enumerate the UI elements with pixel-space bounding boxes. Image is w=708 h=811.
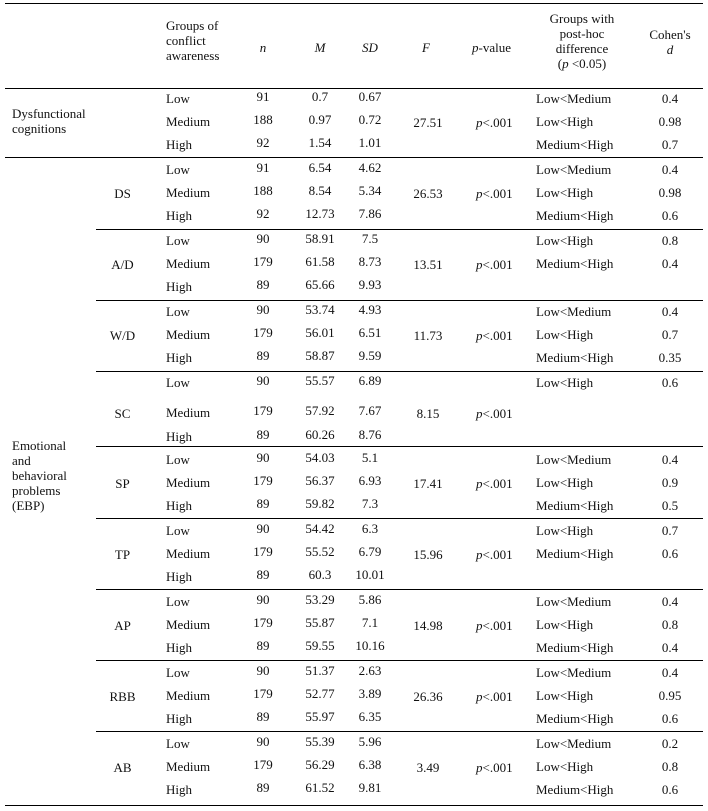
- posthoc-cell: Low<High: [536, 475, 594, 490]
- row-group-line: and: [12, 453, 31, 468]
- cohen-d-cell: 0.8: [661, 233, 679, 248]
- p-value-cell: [476, 257, 513, 272]
- group-cell: High: [166, 498, 192, 513]
- header-f: F: [422, 40, 430, 55]
- row-group-ebp: [12, 438, 67, 513]
- n-cell: 91: [256, 160, 270, 175]
- block-rule: [96, 660, 703, 661]
- group-cell: High: [166, 208, 192, 223]
- p-rest: <.001: [482, 257, 513, 272]
- posthoc-cell: Low<High: [536, 233, 594, 248]
- group-cell: Medium: [166, 688, 211, 703]
- n-cell: 89: [256, 348, 270, 363]
- subscale-label: W/D: [109, 328, 136, 343]
- n-cell: 179: [253, 615, 273, 630]
- n-cell: 188: [253, 112, 273, 127]
- n-cell: 179: [253, 325, 273, 340]
- row-group-line: problems: [12, 483, 61, 498]
- sd-cell: 9.93: [358, 277, 382, 292]
- cohen-d-cell: 0.7: [661, 137, 679, 152]
- mean-cell: 55.87: [305, 615, 335, 630]
- table-bottom-rule: [5, 805, 703, 806]
- n-cell: 89: [256, 277, 270, 292]
- mean-cell: 12.73: [305, 206, 335, 221]
- posthoc-cell: Low<Medium: [536, 452, 612, 467]
- row-group-line: (EBP): [12, 498, 45, 513]
- sd-cell: 5.96: [358, 734, 382, 749]
- sd-cell: 1.01: [358, 135, 382, 150]
- group-cell: Medium: [166, 546, 211, 561]
- cohen-d-cell: 0.4: [661, 640, 679, 655]
- group-cell: High: [166, 279, 192, 294]
- header-posthoc-p-rest: <0.05): [568, 56, 607, 71]
- posthoc-cell: Medium<High: [536, 640, 614, 655]
- header-posthoc-line: post-hoc: [559, 26, 605, 41]
- f-cell: 13.51: [413, 257, 443, 272]
- sd-cell: 10.01: [355, 567, 385, 582]
- group-cell: Low: [166, 375, 190, 390]
- row-group-line: behavioral: [12, 468, 67, 483]
- n-cell: 179: [253, 403, 273, 418]
- p-value-cell: [476, 689, 513, 704]
- sd-cell: 6.38: [358, 757, 382, 772]
- group-cell: Low: [166, 594, 190, 609]
- group-cell: High: [166, 782, 192, 797]
- n-cell: 90: [256, 302, 270, 317]
- subscale-label: AB: [113, 760, 132, 775]
- n-cell: 179: [253, 473, 273, 488]
- group-cell: Low: [166, 452, 190, 467]
- mean-cell: 54.42: [305, 521, 335, 536]
- subscale-label: A/D: [111, 257, 134, 272]
- group-cell: Medium: [166, 256, 211, 271]
- posthoc-cell: Medium<High: [536, 782, 614, 797]
- mean-cell: 54.03: [305, 450, 335, 465]
- posthoc-cell: Medium<High: [536, 546, 614, 561]
- sd-cell: 7.67: [358, 403, 382, 418]
- cohen-d-cell: 0.4: [661, 91, 679, 106]
- posthoc-cell: Low<Medium: [536, 91, 612, 106]
- group-cell: Medium: [166, 617, 211, 632]
- row-group-line: Emotional: [12, 438, 67, 453]
- header-groups-line: Groups of: [166, 18, 219, 33]
- cohen-d-cell: 0.5: [661, 498, 679, 513]
- p-value-cell: [476, 476, 513, 491]
- n-cell: 179: [253, 686, 273, 701]
- n-cell: 90: [256, 450, 270, 465]
- mean-cell: 53.74: [305, 302, 335, 317]
- n-cell: 90: [256, 663, 270, 678]
- p-rest: <.001: [482, 186, 513, 201]
- block-rule: [96, 446, 703, 447]
- f-cell: 26.36: [413, 689, 443, 704]
- n-cell: 90: [256, 231, 270, 246]
- group-cell: Medium: [166, 405, 211, 420]
- cohen-d-cell: 0.4: [661, 304, 679, 319]
- p-value-cell: [476, 760, 513, 775]
- subscale-label: SP: [115, 476, 130, 491]
- f-cell: 14.98: [413, 618, 443, 633]
- mean-cell: 59.55: [305, 638, 335, 653]
- mean-cell: 60.3: [308, 567, 332, 582]
- header-p-rest: -value: [478, 40, 511, 55]
- posthoc-cell: Medium<High: [536, 256, 614, 271]
- header-posthoc: [525, 11, 639, 71]
- mean-cell: 55.57: [305, 373, 335, 388]
- header-sd: SD: [362, 40, 378, 55]
- row-group-line: Dysfunctional: [12, 106, 86, 121]
- header-p-italic: p: [472, 40, 479, 55]
- group-cell: Medium: [166, 114, 211, 129]
- n-cell: 89: [256, 638, 270, 653]
- sd-cell: 9.81: [358, 780, 382, 795]
- group-cell: High: [166, 429, 192, 444]
- p-value-cell: [476, 406, 513, 421]
- sd-cell: 7.3: [361, 496, 379, 511]
- header-n: n: [259, 40, 267, 55]
- posthoc-cell: Low<High: [536, 327, 594, 342]
- header-cohen-d: d: [666, 42, 674, 57]
- posthoc-cell: Medium<High: [536, 350, 614, 365]
- group-cell: High: [166, 640, 192, 655]
- mean-cell: 55.97: [305, 709, 335, 724]
- header-posthoc-p-italic: p: [562, 56, 569, 71]
- header-groups: [166, 18, 219, 63]
- block-rule: [96, 300, 703, 301]
- mean-cell: 61.58: [305, 254, 335, 269]
- cohen-d-cell: 0.95: [658, 688, 682, 703]
- posthoc-cell: Low<High: [536, 688, 594, 703]
- p-value-cell: [476, 186, 513, 201]
- sd-cell: 9.59: [358, 348, 382, 363]
- block-rule: [96, 589, 703, 590]
- cohen-d-cell: 0.6: [661, 782, 679, 797]
- cohen-d-cell: 0.98: [658, 114, 682, 129]
- p-rest: <.001: [482, 760, 513, 775]
- mean-cell: 56.01: [305, 325, 335, 340]
- n-cell: 90: [256, 592, 270, 607]
- block-rule: [96, 371, 703, 372]
- posthoc-cell: Low<High: [536, 375, 594, 390]
- block-rule: [96, 731, 703, 732]
- posthoc-cell: Medium<High: [536, 498, 614, 513]
- header-cohen: [640, 27, 700, 57]
- p-rest: <.001: [482, 406, 513, 421]
- cohen-d-cell: 0.6: [661, 208, 679, 223]
- posthoc-cell: Low<High: [536, 185, 594, 200]
- posthoc-cell: Low<High: [536, 114, 594, 129]
- f-cell: 26.53: [413, 186, 443, 201]
- header-cohen-label: Cohen's: [649, 27, 691, 42]
- sd-cell: 6.51: [358, 325, 382, 340]
- p-italic: p: [476, 328, 483, 343]
- p-italic: p: [476, 760, 483, 775]
- group-cell: High: [166, 137, 192, 152]
- group-cell: Low: [166, 91, 190, 106]
- group-cell: Low: [166, 304, 190, 319]
- f-cell: 8.15: [416, 406, 440, 421]
- n-cell: 179: [253, 254, 273, 269]
- p-italic: p: [476, 115, 483, 130]
- sd-cell: 0.72: [358, 112, 382, 127]
- sd-cell: 7.5: [361, 231, 379, 246]
- posthoc-cell: Low<Medium: [536, 594, 612, 609]
- cohen-d-cell: 0.7: [661, 327, 679, 342]
- mean-cell: 56.29: [305, 757, 335, 772]
- mean-cell: 65.66: [305, 277, 335, 292]
- posthoc-cell: Low<Medium: [536, 736, 612, 751]
- n-cell: 89: [256, 496, 270, 511]
- sd-cell: 6.93: [358, 473, 382, 488]
- header-groups-line: conflict: [166, 33, 206, 48]
- header-posthoc-p: [525, 56, 639, 71]
- p-rest: <.001: [482, 618, 513, 633]
- mean-cell: 59.82: [305, 496, 335, 511]
- mean-cell: 53.29: [305, 592, 335, 607]
- posthoc-cell: Low<High: [536, 759, 594, 774]
- f-cell: 3.49: [416, 760, 440, 775]
- group-cell: High: [166, 569, 192, 584]
- row-group-line: cognitions: [12, 121, 67, 136]
- mean-cell: 8.54: [308, 183, 332, 198]
- header-p-value: [472, 40, 511, 55]
- sd-cell: 0.67: [358, 89, 382, 104]
- sd-cell: 8.76: [358, 427, 382, 442]
- subscale-label: DS: [114, 186, 131, 201]
- subscale-label: AP: [114, 618, 131, 633]
- sd-cell: 5.86: [358, 592, 382, 607]
- p-italic: p: [476, 689, 483, 704]
- mean-cell: 51.37: [305, 663, 335, 678]
- p-italic: p: [476, 257, 483, 272]
- cohen-d-cell: 0.6: [661, 375, 679, 390]
- group-cell: High: [166, 350, 192, 365]
- n-cell: 89: [256, 567, 270, 582]
- f-cell: 27.51: [413, 115, 443, 130]
- n-cell: 90: [256, 734, 270, 749]
- cohen-d-cell: 0.6: [661, 546, 679, 561]
- posthoc-cell: Low<High: [536, 617, 594, 632]
- mean-cell: 55.52: [305, 544, 335, 559]
- mean-cell: 58.91: [305, 231, 335, 246]
- p-value-cell: [476, 547, 513, 562]
- sd-cell: 3.89: [358, 686, 382, 701]
- p-value-cell: [476, 618, 513, 633]
- mean-cell: 1.54: [308, 135, 332, 150]
- p-value-cell: [476, 328, 513, 343]
- group-cell: Low: [166, 523, 190, 538]
- mean-cell: 52.77: [305, 686, 335, 701]
- group-cell: Medium: [166, 185, 211, 200]
- subscale-label: RBB: [109, 689, 136, 704]
- sd-cell: 5.34: [358, 183, 382, 198]
- cohen-d-cell: 0.4: [661, 452, 679, 467]
- cohen-d-cell: 0.9: [661, 475, 679, 490]
- group-cell: High: [166, 711, 192, 726]
- sd-cell: 10.16: [355, 638, 385, 653]
- n-cell: 188: [253, 183, 273, 198]
- p-italic: p: [476, 618, 483, 633]
- block-rule: [96, 229, 703, 230]
- header-posthoc-line: difference: [555, 41, 609, 56]
- subscale-label: TP: [114, 547, 131, 562]
- posthoc-cell: Low<Medium: [536, 665, 612, 680]
- sd-cell: 7.1: [361, 615, 379, 630]
- subscale-label: SC: [114, 406, 131, 421]
- p-italic: p: [476, 476, 483, 491]
- block-rule: [96, 518, 703, 519]
- n-cell: 179: [253, 544, 273, 559]
- sd-cell: 7.86: [358, 206, 382, 221]
- mean-cell: 0.7: [311, 89, 329, 104]
- sd-cell: 6.3: [361, 521, 379, 536]
- sd-cell: 2.63: [358, 663, 382, 678]
- header-posthoc-p-open: (: [557, 56, 563, 71]
- mean-cell: 60.26: [305, 427, 335, 442]
- cohen-d-cell: 0.8: [661, 617, 679, 632]
- cohen-d-cell: 0.4: [661, 162, 679, 177]
- sd-cell: 4.93: [358, 302, 382, 317]
- p-rest: <.001: [482, 115, 513, 130]
- p-value-cell: [476, 115, 513, 130]
- group-cell: Low: [166, 736, 190, 751]
- cohen-d-cell: 0.35: [658, 350, 682, 365]
- p-rest: <.001: [482, 547, 513, 562]
- group-cell: Medium: [166, 327, 211, 342]
- posthoc-cell: Medium<High: [536, 137, 614, 152]
- p-rest: <.001: [482, 328, 513, 343]
- f-cell: 11.73: [413, 328, 443, 343]
- section-rule: [5, 157, 703, 158]
- table-top-rule: [5, 3, 703, 4]
- row-group-dysfunctional-cognitions: [12, 106, 86, 136]
- mean-cell: 0.97: [308, 112, 332, 127]
- header-posthoc-line: Groups with: [549, 11, 615, 26]
- sd-cell: 6.89: [358, 373, 382, 388]
- group-cell: Low: [166, 233, 190, 248]
- p-italic: p: [476, 406, 483, 421]
- cohen-d-cell: 0.4: [661, 594, 679, 609]
- cohen-d-cell: 0.6: [661, 711, 679, 726]
- cohen-d-cell: 0.7: [661, 523, 679, 538]
- mean-cell: 56.37: [305, 473, 335, 488]
- n-cell: 89: [256, 780, 270, 795]
- mean-cell: 61.52: [305, 780, 335, 795]
- mean-cell: 58.87: [305, 348, 335, 363]
- p-italic: p: [476, 186, 483, 201]
- mean-cell: 55.39: [305, 734, 335, 749]
- p-rest: <.001: [482, 476, 513, 491]
- header-groups-line: awareness: [166, 48, 220, 63]
- f-cell: 17.41: [413, 476, 443, 491]
- p-rest: <.001: [482, 689, 513, 704]
- group-cell: Medium: [166, 759, 211, 774]
- group-cell: Low: [166, 162, 190, 177]
- n-cell: 89: [256, 427, 270, 442]
- n-cell: 91: [256, 89, 270, 104]
- posthoc-cell: Medium<High: [536, 208, 614, 223]
- posthoc-cell: Low<Medium: [536, 304, 612, 319]
- mean-cell: 6.54: [308, 160, 332, 175]
- n-cell: 92: [256, 206, 270, 221]
- sd-cell: 5.1: [361, 450, 379, 465]
- sd-cell: 6.79: [358, 544, 382, 559]
- n-cell: 92: [256, 135, 270, 150]
- cohen-d-cell: 0.4: [661, 256, 679, 271]
- sd-cell: 4.62: [358, 160, 382, 175]
- sd-cell: 6.35: [358, 709, 382, 724]
- f-cell: 15.96: [413, 547, 443, 562]
- n-cell: 90: [256, 521, 270, 536]
- cohen-d-cell: 0.2: [661, 736, 679, 751]
- mean-cell: 57.92: [305, 403, 335, 418]
- cohen-d-cell: 0.98: [658, 185, 682, 200]
- group-cell: Low: [166, 665, 190, 680]
- n-cell: 90: [256, 373, 270, 388]
- header-m: M: [314, 40, 326, 55]
- p-italic: p: [476, 547, 483, 562]
- n-cell: 89: [256, 709, 270, 724]
- sd-cell: 8.73: [358, 254, 382, 269]
- n-cell: 179: [253, 757, 273, 772]
- group-cell: Medium: [166, 475, 211, 490]
- cohen-d-cell: 0.8: [661, 759, 679, 774]
- cohen-d-cell: 0.4: [661, 665, 679, 680]
- posthoc-cell: Low<Medium: [536, 162, 612, 177]
- posthoc-cell: Low<High: [536, 523, 594, 538]
- posthoc-cell: Medium<High: [536, 711, 614, 726]
